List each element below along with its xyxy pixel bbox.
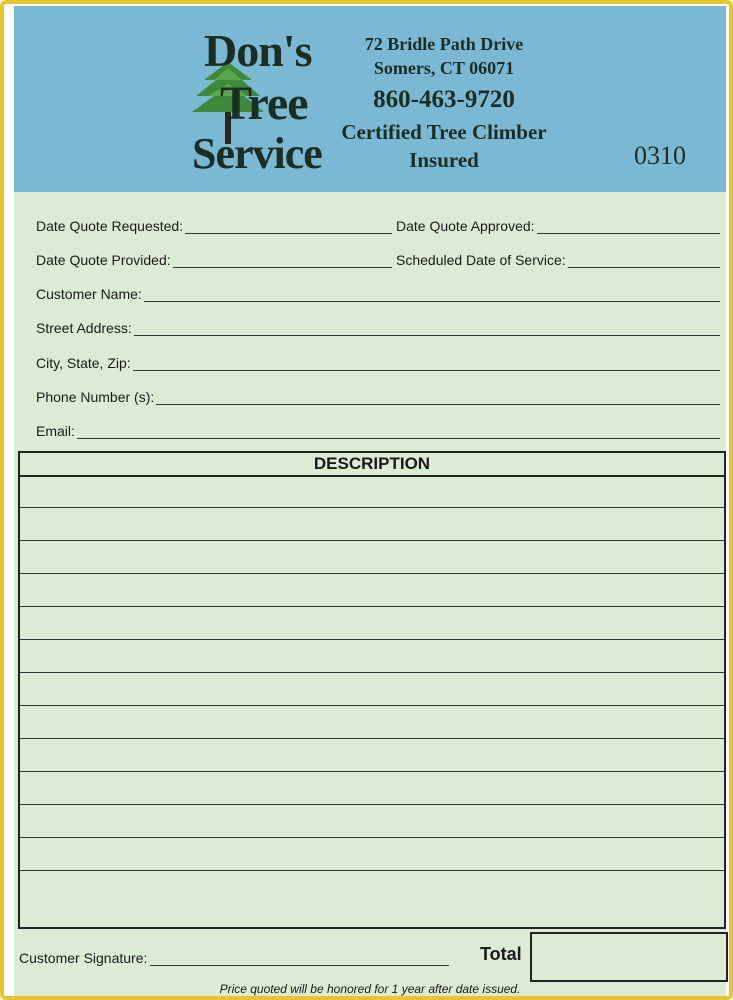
input-line[interactable]	[537, 219, 720, 234]
description-row[interactable]	[20, 840, 724, 871]
input-line[interactable]	[133, 356, 720, 371]
field-label: Date Quote Requested:	[36, 218, 184, 234]
logo-line-2: Tree	[220, 77, 308, 130]
field-label: City, State, Zip:	[36, 355, 131, 371]
form-body	[14, 192, 726, 996]
description-row[interactable]	[20, 873, 724, 904]
scheduled-date-field[interactable]	[396, 248, 720, 268]
description-row[interactable]	[20, 543, 724, 574]
field-label: Date Quote Provided:	[36, 252, 171, 268]
description-row[interactable]	[20, 741, 724, 772]
address-line-1: 72 Bridle Path Drive	[364, 34, 524, 54]
field-label: Phone Number (s):	[36, 389, 155, 405]
input-line[interactable]	[144, 287, 720, 302]
description-row[interactable]	[20, 774, 724, 805]
certification: Certified Tree Climber	[341, 120, 547, 144]
input-line[interactable]	[185, 219, 392, 234]
address-line-2: Somers, CT 06071	[373, 58, 515, 78]
form-header	[14, 6, 726, 192]
price-note: Price quoted will be honored for 1 year after date issued.	[219, 982, 521, 996]
description-row[interactable]	[20, 675, 724, 706]
description-row[interactable]	[20, 708, 724, 739]
phone-number-field[interactable]	[36, 385, 720, 405]
input-line[interactable]	[173, 253, 392, 268]
logo-line-3: Service	[192, 129, 322, 178]
description-row[interactable]	[20, 609, 724, 640]
city-state-zip-field[interactable]	[36, 351, 720, 371]
field-label: Date Quote Approved:	[396, 218, 535, 234]
input-line[interactable]	[156, 390, 720, 405]
description-row[interactable]	[20, 510, 724, 541]
company-logo	[184, 24, 344, 184]
field-label: Email:	[36, 423, 75, 439]
form-number: 0310	[634, 141, 686, 170]
customer-name-field[interactable]	[36, 282, 720, 302]
description-row[interactable]	[20, 576, 724, 607]
input-line[interactable]	[134, 321, 720, 336]
field-label: Customer Name:	[36, 286, 142, 302]
company-phone: 860-463-9720	[373, 86, 515, 113]
date-quote-approved-field[interactable]	[396, 214, 720, 234]
signature-line[interactable]	[150, 951, 449, 966]
total-box[interactable]	[530, 932, 728, 982]
date-quote-provided-field[interactable]	[36, 248, 392, 268]
field-label: Street Address:	[36, 320, 132, 336]
field-label: Scheduled Date of Service:	[396, 252, 566, 268]
description-row[interactable]	[20, 642, 724, 673]
total-label: Total	[480, 944, 522, 964]
input-line[interactable]	[77, 424, 720, 439]
date-quote-requested-field[interactable]	[36, 214, 392, 234]
insured-label: Insured	[409, 148, 479, 172]
description-title: DESCRIPTION	[20, 453, 724, 477]
description-table	[18, 451, 726, 929]
logo-line-1: Don's	[204, 25, 312, 76]
street-address-field[interactable]	[36, 316, 720, 336]
customer-signature-field[interactable]	[19, 944, 449, 966]
email-field[interactable]	[36, 419, 720, 439]
description-row[interactable]	[20, 477, 724, 508]
input-line[interactable]	[568, 253, 720, 268]
description-row[interactable]	[20, 807, 724, 838]
signature-label: Customer Signature:	[19, 950, 148, 966]
